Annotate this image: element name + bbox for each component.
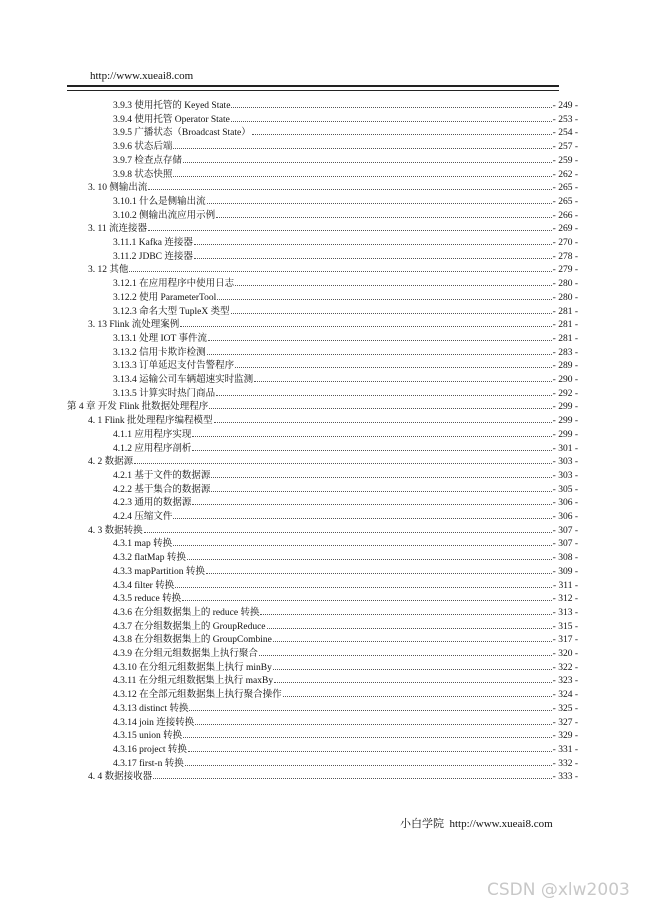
toc-dot-leader	[183, 153, 552, 163]
toc-entry-page: - 333 -	[552, 772, 578, 783]
toc-entry-page: - 266 -	[552, 210, 578, 221]
toc-entry[interactable]	[88, 523, 578, 536]
toc-dot-leader	[216, 208, 552, 218]
toc-entry[interactable]	[67, 399, 578, 412]
toc-entry[interactable]	[113, 208, 578, 221]
toc-dot-leader	[260, 605, 551, 615]
toc-dot-leader	[194, 235, 552, 245]
toc-entry-title: 4.2.4 压缩文件	[113, 512, 173, 522]
toc-entry[interactable]	[113, 112, 578, 125]
toc-entry-title: 3.13.4 运输公司车辆超速实时监测	[113, 375, 254, 385]
toc-entry[interactable]	[113, 619, 578, 632]
toc-dot-leader	[144, 523, 552, 533]
toc-entry[interactable]	[113, 386, 578, 399]
toc-entry[interactable]	[88, 413, 578, 426]
toc-entry[interactable]	[88, 317, 578, 330]
toc-entry-title: 4.3.1 map 转换	[113, 539, 173, 550]
toc-entry[interactable]	[113, 139, 578, 152]
toc-entry[interactable]	[113, 605, 578, 618]
toc-entry-title: 3. 11 流连接器	[88, 224, 148, 235]
toc-entry-page: - 323 -	[552, 676, 578, 687]
toc-entry-page: - 299 -	[552, 416, 578, 427]
toc-entry[interactable]	[113, 276, 578, 289]
toc-entry-title: 4. 1 Flink 批处理程序编程模型	[88, 416, 213, 427]
toc-entry[interactable]	[113, 715, 578, 728]
toc-entry-page: - 265 -	[552, 183, 578, 194]
toc-entry-title: 4.1.1 应用程序实现	[113, 429, 192, 440]
toc-entry[interactable]	[88, 221, 578, 234]
toc-entry-page: - 308 -	[552, 553, 578, 564]
toc-entry-title: 4.2.3 通用的数据源	[113, 498, 192, 509]
toc-entry[interactable]	[113, 509, 578, 522]
toc-entry-title: 3.13.2 信用卡欺诈检测	[113, 347, 206, 358]
toc-entry[interactable]	[113, 673, 578, 686]
toc-entry[interactable]	[113, 331, 578, 344]
toc-entry-page: - 313 -	[552, 607, 578, 618]
toc-entry-title: 4.3.4 filter 转换	[113, 580, 175, 591]
toc-entry-title: 4. 3 数据转换	[88, 525, 143, 536]
toc-entry-page: - 259 -	[552, 155, 578, 166]
toc-dot-leader	[235, 276, 552, 286]
toc-entry[interactable]	[113, 345, 578, 358]
toc-entry-page: - 303 -	[552, 457, 578, 468]
toc-entry-page: - 329 -	[552, 731, 578, 742]
toc-entry-page: - 280 -	[552, 292, 578, 303]
toc-entry-title: 4.3.9 在分组元组数据集上执行聚合	[113, 649, 258, 659]
toc-entry[interactable]	[113, 564, 578, 577]
toc-dot-leader	[129, 262, 551, 272]
toc-entry-title: 4.3.10 在分组元组数据集上执行 minBy	[113, 662, 272, 673]
toc-entry[interactable]	[113, 125, 578, 138]
toc-entry-title: 4.3.2 flatMap 转换	[113, 553, 186, 564]
toc-entry-page: - 332 -	[552, 758, 578, 769]
toc-dot-leader	[180, 317, 551, 327]
toc-dot-leader	[192, 441, 551, 451]
toc-dot-leader	[173, 167, 551, 177]
toc-entry[interactable]	[113, 427, 578, 440]
toc-dot-leader	[283, 687, 552, 697]
toc-dot-leader	[254, 372, 552, 382]
toc-entry-page: - 249 -	[552, 101, 578, 111]
toc-dot-leader	[192, 495, 551, 505]
toc-entry-title: 4.3.15 union 转换	[113, 731, 183, 742]
toc-entry[interactable]	[88, 769, 578, 782]
toc-entry-page: - 254 -	[552, 128, 578, 139]
toc-entry-title: 4.3.13 distinct 转换	[113, 703, 189, 714]
footer	[400, 815, 553, 831]
toc-entry-page: - 307 -	[552, 525, 578, 536]
toc-entry-title: 4.3.12 在全部元组数据集上执行聚合操作	[113, 690, 282, 701]
toc-entry-page: - 311 -	[553, 580, 578, 591]
toc-entry-title: 3.13.3 订单延迟支付告警程序	[113, 361, 235, 372]
toc-entry[interactable]	[113, 468, 578, 481]
toc-dot-leader	[148, 221, 552, 231]
toc-entry-page: - 262 -	[552, 169, 578, 180]
toc-entry[interactable]	[113, 194, 578, 207]
toc-entry-title: 4.2.1 基于文件的数据源	[113, 470, 211, 481]
toc-dot-leader	[187, 550, 552, 560]
toc-entry-page: - 303 -	[552, 470, 578, 481]
toc-dot-leader	[259, 646, 552, 656]
toc-entry-title: 3.12.1 在应用程序中使用日志	[113, 279, 235, 290]
toc-entry-title: 3. 10 侧输出流	[88, 183, 148, 194]
toc-entry-title: 3. 12 其他	[88, 265, 129, 276]
toc-dot-leader	[207, 194, 552, 204]
toc-entry[interactable]	[113, 372, 578, 385]
toc-entry-title: 4.3.16 project 转换	[113, 744, 187, 755]
toc-entry[interactable]	[113, 235, 578, 248]
toc-entry-page: - 270 -	[552, 238, 578, 248]
toc-entry[interactable]	[113, 441, 578, 454]
toc-dot-leader	[209, 399, 551, 409]
toc-entry-title: 4.3.17 first-n 转换	[113, 758, 184, 769]
toc-entry[interactable]	[113, 578, 578, 591]
toc-entry-page: - 257 -	[552, 142, 578, 153]
toc-dot-leader	[153, 769, 552, 779]
footer-url: http://www.xueai8.com	[449, 818, 553, 830]
toc-entry-page: - 283 -	[552, 347, 578, 358]
toc-entry-page: - 320 -	[552, 649, 578, 659]
toc-dot-leader	[274, 673, 552, 683]
toc-entry[interactable]	[113, 358, 578, 371]
toc-entry-page: - 325 -	[552, 703, 578, 714]
toc-entry-page: - 309 -	[552, 566, 578, 577]
toc-dot-leader	[267, 619, 552, 629]
toc-entry-page: - 324 -	[552, 690, 578, 701]
toc-dot-leader	[185, 756, 552, 766]
header-url: http://www.xueai8.com	[90, 70, 194, 82]
toc-entry-title: 4.3.8 在分组数据集上的 GroupCombine	[113, 635, 272, 646]
toc-entry[interactable]	[113, 290, 578, 303]
toc-dot-leader	[235, 358, 552, 368]
toc-entry-title: 3.12.3 命名大型 TupleX 类型	[113, 306, 230, 317]
toc-entry[interactable]	[113, 98, 578, 111]
toc-entry[interactable]	[113, 646, 578, 659]
toc-dot-leader	[211, 468, 551, 478]
toc-entry-title: 4. 2 数据源	[88, 457, 134, 468]
toc-entry-page: - 290 -	[552, 375, 578, 385]
toc-dot-leader	[194, 249, 552, 259]
toc-entry-page: - 292 -	[552, 388, 578, 399]
toc-entry[interactable]	[88, 262, 578, 275]
toc-entry-title: 4.3.11 在分组元组数据集上执行 maxBy	[113, 676, 274, 687]
toc-entry-title: 4. 4 数据接收器	[88, 772, 153, 783]
toc-entry-title: 3.13.1 处理 IOT 事件流	[113, 333, 208, 344]
toc-entry[interactable]	[113, 660, 578, 673]
toc-dot-leader	[175, 578, 552, 588]
toc-entry[interactable]	[113, 167, 578, 180]
toc-dot-leader	[188, 742, 552, 752]
toc-entry-page: - 327 -	[552, 717, 578, 728]
toc-entry[interactable]	[113, 536, 578, 549]
header-rule-thick	[67, 85, 559, 87]
toc-dot-leader	[273, 660, 552, 670]
toc-entry-title: 4.3.5 reduce 转换	[113, 594, 182, 605]
toc-entry[interactable]	[113, 701, 578, 714]
toc-entry-page: - 315 -	[552, 621, 578, 632]
toc-entry-title: 3.11.1 Kafka 连接器	[113, 238, 193, 248]
toc-entry[interactable]	[113, 304, 578, 317]
toc-entry-title: 3.9.8 状态快照	[113, 169, 173, 180]
toc-entry-title: 3.13.5 计算实时热门商品	[113, 388, 216, 399]
toc-entry-page: - 253 -	[552, 114, 578, 125]
toc-entry[interactable]	[88, 180, 578, 193]
toc-dot-leader	[208, 331, 552, 341]
toc-dot-leader	[207, 345, 552, 355]
toc-dot-leader	[231, 98, 551, 108]
toc-entry-page: - 281 -	[552, 306, 578, 317]
toc-entry-page: - 278 -	[552, 251, 578, 262]
toc-entry[interactable]	[113, 482, 578, 495]
toc-dot-leader	[134, 454, 552, 464]
toc-entry-page: - 331 -	[552, 744, 578, 755]
toc-entry-page: - 289 -	[552, 361, 578, 372]
toc-dot-leader	[206, 564, 552, 574]
toc-entry-title: 4.2.2 基于集合的数据源	[113, 484, 211, 495]
toc-entry-title: 3.10.2 侧输出流应用示例	[113, 210, 216, 221]
toc-entry-title: 3. 13 Flink 流处理案例	[88, 320, 180, 331]
toc-dot-leader	[148, 180, 551, 190]
toc-entry-page: - 279 -	[552, 265, 578, 276]
toc-dot-leader	[231, 304, 552, 314]
toc-entry-title: 3.12.2 使用 ParameterTool	[113, 292, 217, 303]
toc-dot-leader	[173, 509, 551, 519]
toc-entry-title: 4.1.2 应用程序剖析	[113, 443, 192, 454]
toc-entry[interactable]	[113, 591, 578, 604]
toc-dot-leader	[182, 591, 552, 601]
toc-dot-leader	[216, 386, 552, 396]
toc-entry[interactable]	[113, 153, 578, 166]
toc-entry-title: 3.9.7 检查点存储	[113, 155, 182, 166]
header-rule-thin	[67, 90, 559, 91]
toc-entry-title: 3.10.1 什么是侧输出流	[113, 196, 206, 207]
toc-entry-page: - 299 -	[552, 402, 578, 413]
toc-entry-title: 3.9.4 使用托管 Operator State	[113, 114, 230, 125]
toc-entry-page: - 281 -	[552, 320, 578, 331]
toc-dot-leader	[192, 427, 551, 437]
toc-dot-leader	[195, 715, 551, 725]
toc-dot-leader	[231, 112, 552, 122]
toc-dot-leader	[211, 482, 551, 492]
toc-entry-title: 3.9.3 使用托管的 Keyed State	[113, 101, 231, 111]
toc-dot-leader	[183, 728, 552, 738]
toc-entry[interactable]	[113, 249, 578, 262]
toc-dot-leader	[273, 632, 552, 642]
toc-entry-page: - 269 -	[552, 224, 578, 235]
toc-entry[interactable]	[113, 495, 578, 508]
toc-dot-leader	[173, 536, 552, 546]
toc-entry-title: 3.9.5 广播状态（Broadcast State）	[113, 128, 251, 139]
toc-entry-title: 第 4 章 开发 Flink 批数据处理程序	[67, 402, 209, 413]
toc-entry-page: - 305 -	[552, 484, 578, 495]
toc-entry[interactable]	[113, 756, 578, 769]
toc-entry-page: - 281 -	[552, 333, 578, 344]
toc-dot-leader	[252, 125, 552, 135]
toc-dot-leader	[173, 139, 551, 149]
toc-entry-title: 3.9.6 状态后端	[113, 142, 173, 153]
toc-entry-page: - 322 -	[552, 662, 578, 673]
toc-entry[interactable]	[113, 728, 578, 741]
toc-dot-leader	[189, 701, 551, 711]
toc-dot-leader	[214, 413, 552, 423]
toc-entry-page: - 280 -	[552, 279, 578, 290]
toc-entry[interactable]	[113, 687, 578, 700]
toc-entry-title: 4.3.3 mapPartition 转换	[113, 566, 205, 577]
toc-entry-page: - 306 -	[552, 498, 578, 509]
toc-entry[interactable]	[88, 454, 578, 467]
toc-entry-page: - 265 -	[552, 196, 578, 207]
toc-entry-page: - 307 -	[552, 539, 578, 550]
toc-entry-title: 4.3.6 在分组数据集上的 reduce 转换	[113, 607, 260, 618]
toc-entry[interactable]	[113, 550, 578, 563]
toc-entry[interactable]	[113, 632, 578, 645]
toc-entry-page: - 312 -	[552, 594, 578, 605]
toc-entry-title: 4.3.7 在分组数据集上的 GroupReduce	[113, 621, 266, 632]
toc-entry-title: 3.11.2 JDBC 连接器	[113, 251, 193, 262]
footer-school: 小白学院	[400, 818, 444, 830]
toc-entry-page: - 317 -	[552, 635, 578, 646]
toc-dot-leader	[217, 290, 551, 300]
toc-entry-page: - 306 -	[552, 512, 578, 522]
toc-entry-title: 4.3.14 join 连接转换	[113, 717, 195, 728]
watermark: CSDN @xlw2003	[487, 880, 630, 900]
toc-entry-page: - 299 -	[552, 429, 578, 440]
toc-entry-page: - 301 -	[552, 443, 578, 454]
toc-entry[interactable]	[113, 742, 578, 755]
